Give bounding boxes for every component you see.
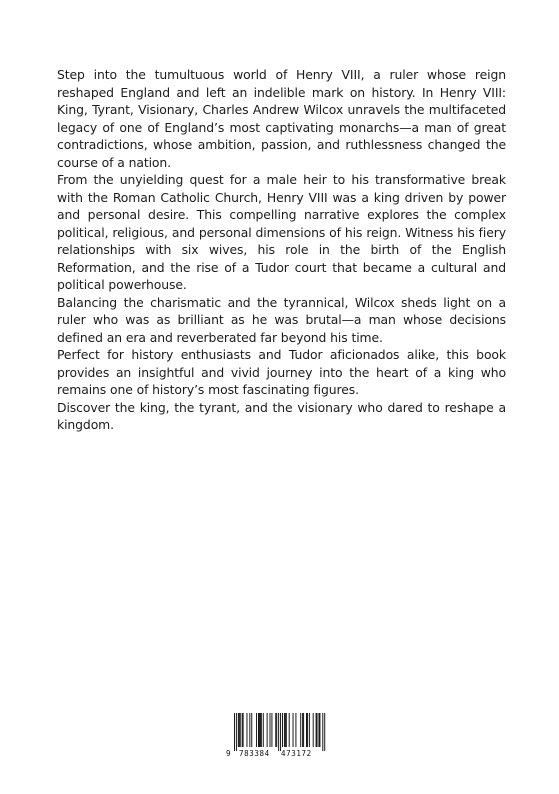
barcode-bar xyxy=(246,713,247,747)
blurb-paragraph-1: Step into the tumultuous world of Henry VIII, a ruler whose reign reshaped England and left an indelible mark on history. In Henry VIII: King, Tyrant, Visionary, Charles Andrew Wilcox unravels the multifaceted legacy of one of England’s most captivating monarchs—a man of great contradictions, whose ambition, passion, and ruthlessness changed the course of a nation. xyxy=(57,67,506,170)
barcode-bar xyxy=(318,713,319,747)
barcode-bar xyxy=(240,713,241,747)
isbn-barcode xyxy=(226,713,330,759)
barcode-bar xyxy=(270,713,271,747)
barcode-bar xyxy=(239,713,240,747)
barcode-bar xyxy=(251,713,252,747)
barcode-guard-bar xyxy=(278,713,279,751)
blurb-paragraph-2: From the unyielding quest for a male heir to his transformative break with the Roman Catholic Church, Henry VIII was a king driven by power and personal desire. This compelling narrative explores the complex political, religious, and personal dimensions of his reign. Witness his fiery relationships with six wives, his role in the birth of the English Reformation, and the rise of a Tudor court that became a cultural and political powerhouse. xyxy=(57,172,506,292)
barcode-bar xyxy=(319,713,320,747)
barcode-bar xyxy=(238,713,239,747)
barcode-bar xyxy=(303,713,304,747)
barcode-bar xyxy=(275,713,276,747)
barcode-bars xyxy=(226,713,330,751)
isbn-left-digits: 783384 xyxy=(239,749,270,758)
book-blurb xyxy=(57,66,506,434)
barcode-bar xyxy=(249,713,250,747)
barcode-bar xyxy=(261,713,262,747)
barcode-guard-bar xyxy=(322,713,323,751)
barcode-bar xyxy=(295,713,296,747)
barcode-bar xyxy=(307,713,308,747)
barcode-bar xyxy=(259,713,260,747)
barcode-bar xyxy=(313,713,314,747)
blurb-paragraph-4: Perfect for history enthusiasts and Tudor aficionados alike, this book provides an insightful and vivid journey into the heart of a king who remains one of history’s most fascinating figures. xyxy=(57,347,506,397)
isbn-first-digit: 9 xyxy=(226,749,231,758)
barcode-bar xyxy=(258,713,259,747)
barcode-bar xyxy=(302,713,303,747)
barcode-bar xyxy=(256,713,257,747)
barcode-bar xyxy=(285,713,286,747)
barcode-bar xyxy=(300,713,301,747)
isbn-right-digits: 473172 xyxy=(281,749,312,758)
barcode-bar xyxy=(317,713,318,747)
barcode-bar xyxy=(286,713,287,747)
barcode-guard-bar xyxy=(234,713,235,751)
barcode-bar xyxy=(267,713,268,747)
barcode-bar xyxy=(306,713,307,747)
blurb-paragraph-3: Balancing the charismatic and the tyrannical, Wilcox sheds light on a ruler who was as brilliant as he was brutal—a man whose decisions defined an era and reverberated far beyond his time. xyxy=(57,294,506,345)
isbn-digits xyxy=(226,748,330,759)
barcode-bar xyxy=(289,713,290,747)
barcode-bar xyxy=(282,713,283,747)
barcode-guard-bar xyxy=(324,713,325,751)
barcode-guard-bar xyxy=(280,713,281,751)
barcode-bar xyxy=(284,713,285,747)
barcode-bar xyxy=(243,713,244,747)
barcode-bar xyxy=(260,713,261,747)
barcode-bar xyxy=(316,713,317,747)
barcode-bar xyxy=(263,713,264,747)
blurb-paragraph-5: Discover the king, the tyrant, and the visionary who dared to reshape a kingdom. xyxy=(57,399,506,432)
barcode-bar xyxy=(242,713,243,747)
barcode-guard-bar xyxy=(236,713,237,751)
barcode-bar xyxy=(276,713,277,747)
barcode-bar xyxy=(309,713,310,747)
barcode-bar xyxy=(293,713,294,747)
barcode-bar xyxy=(271,713,272,747)
